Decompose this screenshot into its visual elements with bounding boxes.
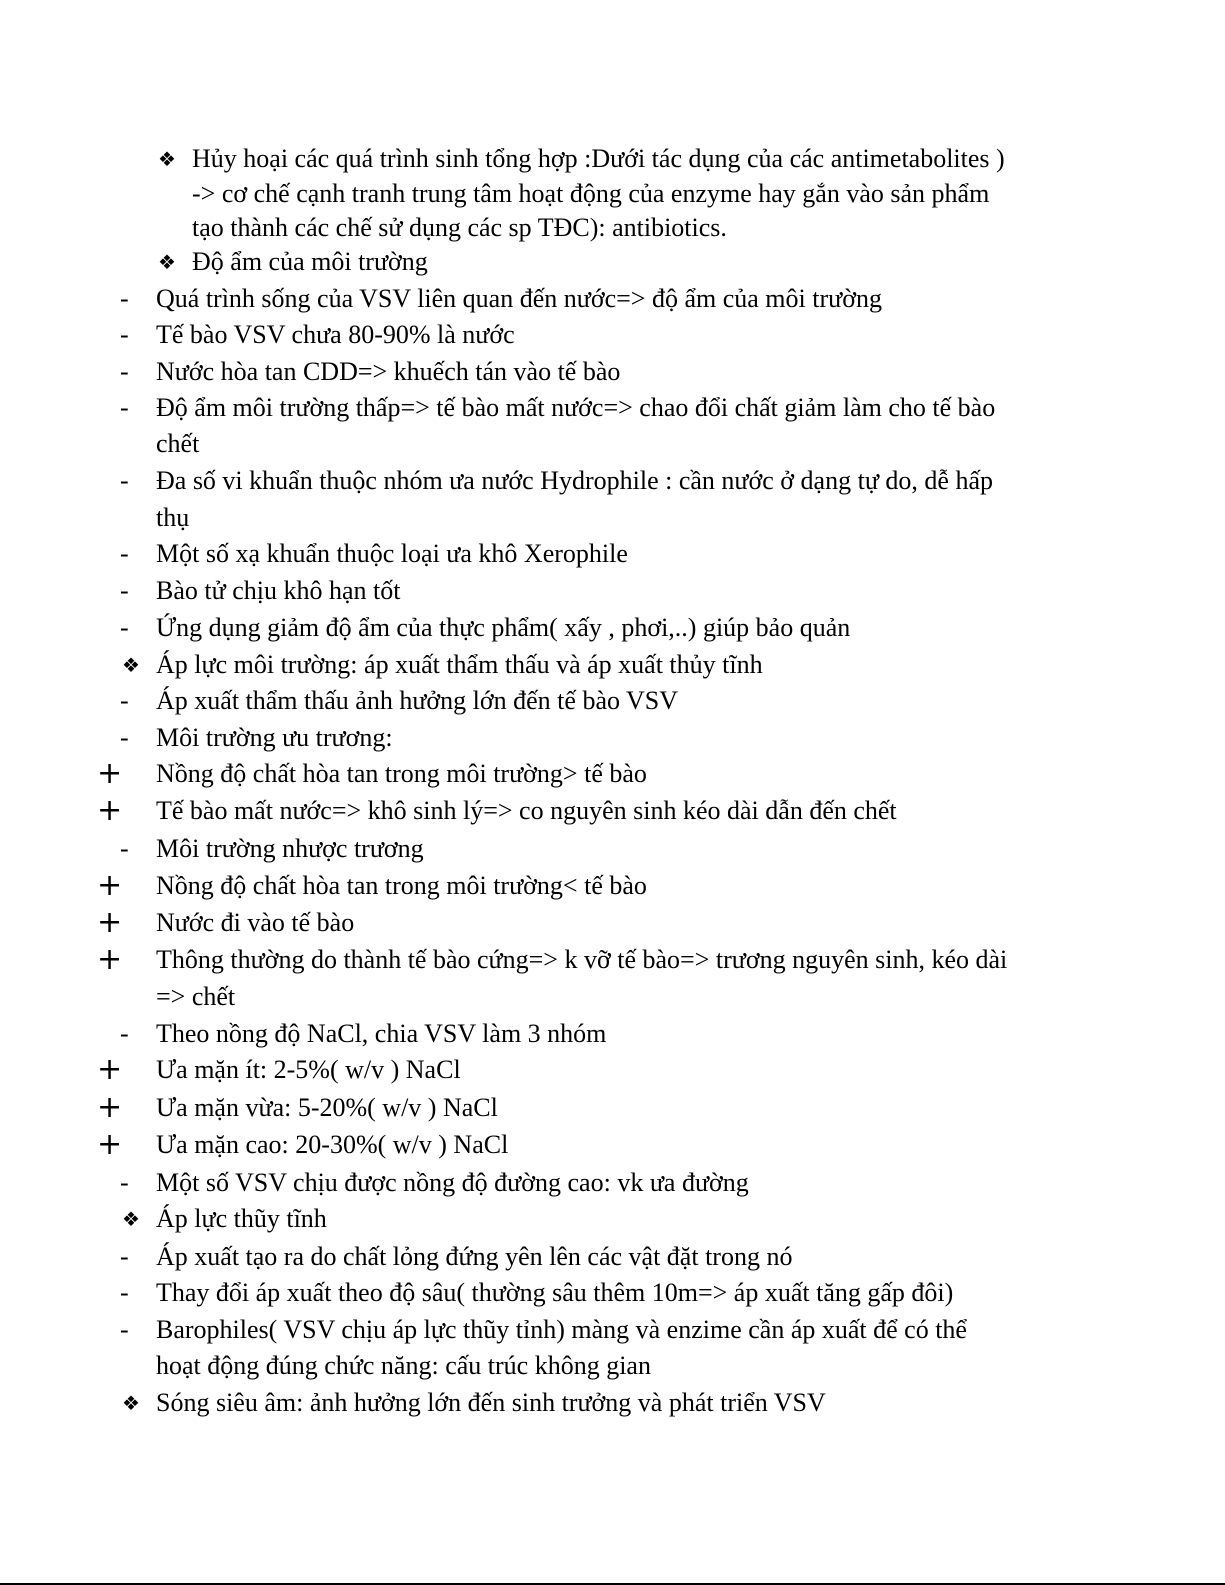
dash-bullet: - (120, 613, 129, 642)
list-item-text: Bào tử chịu khô hạn tốt (156, 576, 401, 605)
list-item-text: Theo nồng độ NaCl, chia VSV làm 3 nhóm (156, 1019, 607, 1048)
diamond-bullet-icon: ❖ (158, 147, 176, 171)
list-item-text: Áp lực môi trường: áp xuất thẩm thấu và áp xuất thủy tĩnh (156, 650, 763, 679)
dash-bullet: - (120, 357, 129, 386)
plus-bullet-icon: + (97, 1052, 123, 1087)
list-item-text: Ưa mặn vừa: 5-20%( w/v ) NaCl (156, 1093, 498, 1122)
list-item-text: => chết (156, 982, 236, 1011)
list-item-text: Quá trình sống của VSV liên quan đến nước=> độ ẩm của môi trường (156, 284, 882, 313)
plus-bullet-icon: + (97, 905, 123, 940)
list-item-text: Áp xuất tạo ra do chất lỏng đứng yên lên các vật đặt trong nó (156, 1242, 793, 1271)
list-item-text: Môi trường ưu trương: (156, 723, 393, 752)
list-item-text: Nồng độ chất hòa tan trong môi trường< tế bào (156, 871, 647, 900)
list-item-text: Áp lực thũy tĩnh (156, 1204, 327, 1233)
plus-bullet-icon: + (97, 942, 123, 977)
list-item-text: Đa số vi khuẩn thuộc nhóm ưa nước Hydrophile : cần nước ở dạng tự do, dễ hấp (156, 466, 993, 495)
dash-bullet: - (120, 539, 129, 568)
list-item-text: Một số xạ khuẩn thuộc loại ưa khô Xerophile (156, 539, 628, 568)
list-item-text: tạo thành các chế sử dụng các sp TĐC): antibiotics. (192, 213, 727, 242)
diamond-bullet-icon: ❖ (158, 250, 176, 274)
dash-bullet: - (120, 393, 129, 422)
dash-bullet: - (120, 1168, 129, 1197)
list-item-text: Môi trường nhược trương (156, 834, 424, 863)
list-item-text: Tế bào VSV chưa 80-90% là nước (156, 320, 515, 349)
list-item-text: Nước đi vào tế bào (156, 908, 355, 937)
dash-bullet: - (120, 284, 129, 313)
list-item-text: Thay đổi áp xuất theo độ sâu( thường sâu thêm 10m=> áp xuất tăng gấp đôi) (156, 1278, 954, 1307)
list-item-text: Ưa mặn cao: 20-30%( w/v ) NaCl (156, 1130, 509, 1159)
list-item-text: Tế bào mất nước=> khô sinh lý=> co nguyên sinh kéo dài dẫn đến chết (156, 796, 897, 825)
list-item-text: Nước hòa tan CDD=> khuếch tán vào tế bào (156, 357, 621, 386)
list-item-text: chết (156, 429, 200, 458)
list-item-text: Thông thường do thành tế bào cứng=> k vỡ tế bào=> trương nguyên sinh, kéo dài (156, 945, 1008, 974)
list-item-text: Độ ẩm môi trường thấp=> tế bào mất nước=> chao đổi chất giảm làm cho tế bào (156, 393, 996, 422)
dash-bullet: - (120, 576, 129, 605)
list-item-text: Ứng dụng giảm độ ẩm của thực phẩm( xấy , phơi,..) giúp bảo quản (156, 613, 851, 642)
plus-bullet-icon: + (97, 868, 123, 903)
dash-bullet: - (120, 320, 129, 349)
list-item-text: Ưa mặn ít: 2-5%( w/v ) NaCl (156, 1055, 461, 1084)
diamond-bullet-icon: ❖ (122, 1391, 140, 1415)
plus-bullet-icon: + (97, 793, 123, 828)
plus-bullet-icon: + (97, 1090, 123, 1125)
list-item-text: Áp xuất thẩm thấu ảnh hưởng lớn đến tế bào VSV (156, 686, 679, 715)
dash-bullet: - (120, 1019, 129, 1048)
list-item-text: thụ (156, 503, 190, 532)
dash-bullet: - (120, 1278, 129, 1307)
plus-bullet-icon: + (97, 1127, 123, 1162)
diamond-bullet-icon: ❖ (122, 653, 140, 677)
list-item-text: Nồng độ chất hòa tan trong môi trường> tế bào (156, 759, 647, 788)
list-item-text: Hủy hoại các quá trình sinh tổng hợp :Dưới tác dụng của các antimetabolites ) (192, 144, 1005, 173)
plus-bullet-icon: + (97, 756, 123, 791)
dash-bullet: - (120, 723, 129, 752)
dash-bullet: - (120, 466, 129, 495)
list-item-text: Sóng siêu âm: ảnh hưởng lớn đến sinh trưởng và phát triển VSV (156, 1388, 826, 1417)
diamond-bullet-icon: ❖ (122, 1207, 140, 1231)
list-item-text: Một số VSV chịu được nồng độ đường cao: vk ưa đường (156, 1168, 749, 1197)
dash-bullet: - (120, 1242, 129, 1271)
list-item-text: -> cơ chế cạnh tranh trung tâm hoạt động của enzyme hay gắn vào sản phẩm (192, 179, 990, 208)
dash-bullet: - (120, 834, 129, 863)
dash-bullet: - (120, 1315, 129, 1344)
list-item-text: Độ ẩm của môi trường (192, 247, 428, 276)
dash-bullet: - (120, 686, 129, 715)
list-item-text: Barophiles( VSV chịu áp lực thũy tỉnh) màng và enzime cần áp xuất để có thể (156, 1315, 967, 1344)
list-item-text: hoạt động đúng chức năng: cấu trúc không gian (156, 1351, 651, 1380)
